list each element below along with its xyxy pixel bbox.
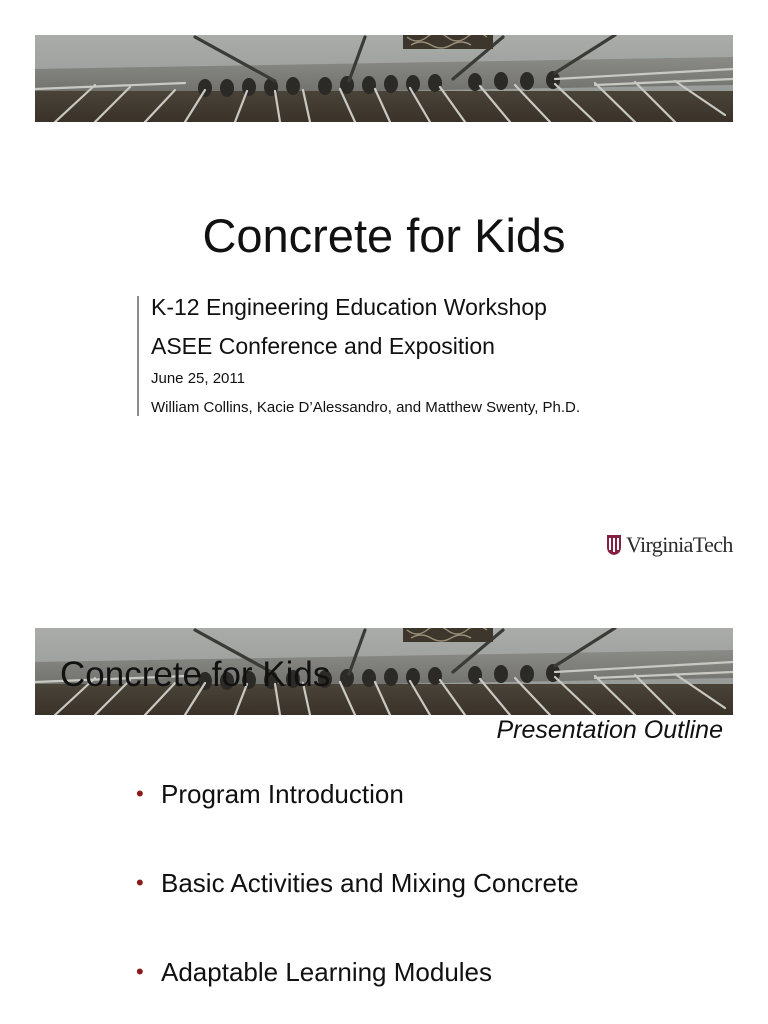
- bullet-icon: •: [136, 781, 144, 806]
- bullet-icon: •: [136, 959, 144, 984]
- outline-slide: [0, 595, 768, 1024]
- outline-item-label: Adaptable Learning Modules: [161, 956, 493, 987]
- date-line: June 25, 2011: [151, 370, 245, 387]
- authors-line: William Collins, Kacie D’Alessandro, and Matthew Swenty, Ph.D.: [151, 399, 581, 416]
- subtitle-divider: [137, 296, 139, 416]
- concrete-banner-image: [35, 35, 733, 122]
- outline-item-label: Basic Activities and Mixing Concrete: [161, 867, 579, 898]
- outline-item-program-introduction: [136, 779, 579, 809]
- slide-title: Concrete for Kids: [202, 209, 566, 262]
- presentation-outline-heading: Presentation Outline: [496, 716, 723, 744]
- outline-item-basic-activities: [136, 868, 579, 898]
- logo-word-virginia: Virginia: [626, 532, 693, 557]
- outline-item-learning-modules: [136, 957, 579, 987]
- workshop-line: K-12 Engineering Education Workshop: [151, 294, 547, 320]
- outline-item-label: Program Introduction: [161, 778, 404, 809]
- slide-title: Concrete for Kids: [60, 655, 331, 694]
- virginia-tech-logo: [606, 530, 733, 560]
- outline-list: [136, 779, 579, 1024]
- vt-shield-icon: [606, 534, 622, 556]
- logo-word-tech: Tech: [692, 532, 733, 557]
- conference-line: ASEE Conference and Exposition: [151, 333, 495, 359]
- bullet-icon: •: [136, 870, 144, 895]
